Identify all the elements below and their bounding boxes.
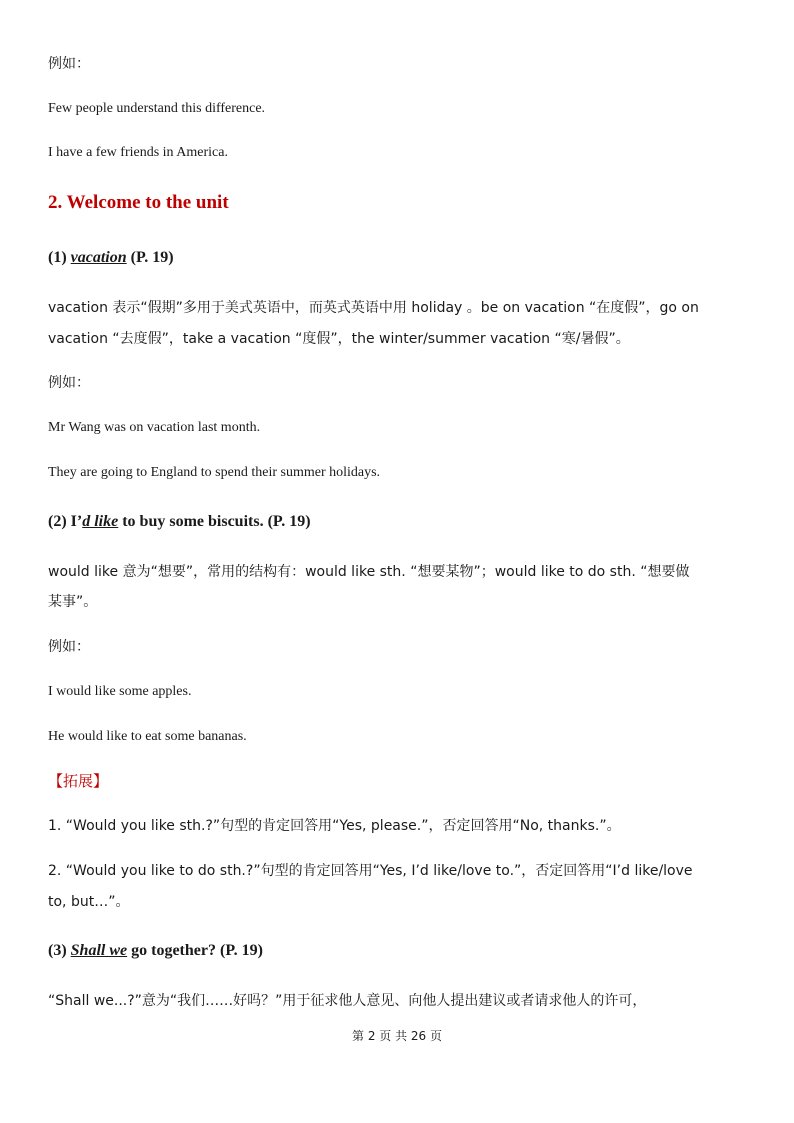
example-label: 例如：: [48, 639, 90, 655]
section-heading: 2. Welcome to the unit: [48, 192, 229, 213]
explanation-line: would like 意为“想要”，常用的结构有：would like sth. “想要某物”；would like to do sth. “想要做: [48, 564, 690, 580]
keyword: Shall we: [70, 942, 128, 959]
item-number: (1): [48, 249, 71, 266]
item-number: (2) I’: [48, 513, 83, 530]
keyword: vacation: [70, 249, 127, 266]
page-ref: (P. 19): [126, 249, 174, 266]
explanation-line: 某事”。: [48, 594, 98, 610]
example-sentence: I have a few friends in America.: [48, 145, 228, 160]
example-label: 例如：: [48, 375, 90, 391]
heading-rest: to buy some biscuits. (P. 19): [118, 513, 311, 530]
explanation-line: “Shall we...?”意为“我们……好吗？”用于征求他人意见、向他人提出建议或者请求他人的许可，: [48, 993, 647, 1009]
page-footer: 第 2 页 共 26 页: [352, 1029, 442, 1043]
example-sentence: Mr Wang was on vacation last month.: [48, 420, 261, 435]
explanation-line: vacation 表示“假期”多用于美式英语中，而英式英语中用 holiday 。be on vacation “在度假”，go on: [48, 300, 699, 316]
item-heading: [48, 247, 174, 269]
extension-label: 【拓展】: [48, 772, 109, 790]
example-sentence: I would like some apples.: [48, 684, 192, 699]
item-number: (3): [48, 942, 71, 959]
example-sentence: He would like to eat some bananas.: [48, 729, 247, 744]
extension-point: 2. “Would you like to do sth.?”句型的肯定回答用“Yes, I’d like/love to.”，否定回答用“I’d like/love: [48, 863, 693, 879]
item-heading: [48, 940, 263, 962]
explanation-line: vacation “去度假”，take a vacation “度假”，the winter/summer vacation “寒/暑假”。: [48, 331, 630, 347]
example-sentence: Few people understand this difference.: [48, 101, 266, 116]
keyword: d like: [82, 513, 119, 530]
example-label: 例如：: [48, 56, 90, 72]
example-sentence: They are going to England to spend their summer holidays.: [48, 465, 381, 480]
extension-point: 1. “Would you like sth.?”句型的肯定回答用“Yes, please.”，否定回答用“No, thanks.”。: [48, 818, 621, 834]
item-heading: [48, 511, 311, 533]
heading-rest: go together? (P. 19): [127, 942, 263, 959]
extension-point: to, but…”。: [48, 894, 130, 910]
